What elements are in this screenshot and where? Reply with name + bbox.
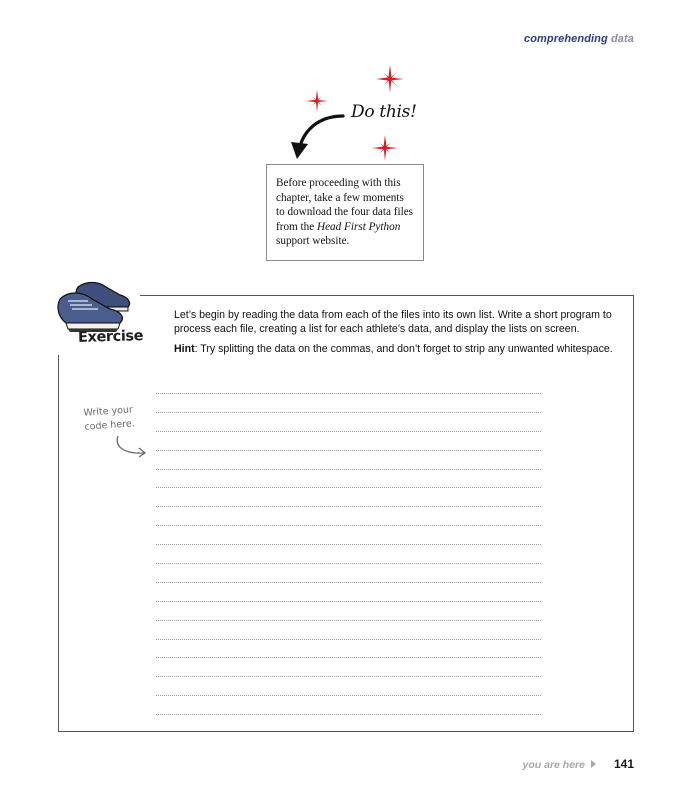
answer-line[interactable] [156,582,541,583]
exercise-label: Exercise [77,328,144,346]
curved-arrow-icon [288,108,348,163]
page-footer [523,755,634,773]
page-number: 141 [613,757,634,771]
answer-line[interactable] [156,525,541,526]
answer-line[interactable] [156,393,541,394]
download-note [266,164,424,261]
answer-line[interactable] [156,431,541,432]
answer-line[interactable] [156,601,541,602]
write-note-line: code here. [84,418,136,433]
answer-line[interactable] [156,639,541,640]
answer-line[interactable] [156,412,541,413]
hint-paragraph [174,343,624,357]
do-this-label: Do this! [351,102,417,122]
answer-area[interactable] [156,393,541,733]
you-are-here: you are here [522,759,585,771]
answer-line[interactable] [156,657,541,658]
instruction-text: Let’s begin by reading the data from each of the files into its own list. Write a short program to process each file, creating a list for each athlete’s data, and display the lists on screen. [174,309,612,335]
running-head [524,33,634,45]
answer-line[interactable] [156,487,541,488]
sparkle-icon [371,134,399,162]
answer-line[interactable] [156,506,541,507]
answer-line[interactable] [156,563,541,564]
answer-line[interactable] [156,695,541,696]
answer-line[interactable] [156,469,541,470]
answer-line[interactable] [156,544,541,545]
answer-line[interactable] [156,676,541,677]
triangle-icon [591,760,596,768]
write-note-line: Write your [83,404,134,419]
write-code-note [83,403,135,434]
running-head-bold: comprehending [524,33,608,45]
answer-line[interactable] [156,714,541,715]
running-head-light: data [610,33,634,45]
hint-label: Hint [174,342,195,355]
note-text: Before proceeding with this chapter, take a few moments to download the four data files from the [276,177,414,233]
answer-line[interactable] [156,620,541,621]
curved-arrow-icon [110,432,152,462]
hint-text: : Try splitting the data on the commas, and don’t forget to strip any unwanted whitespace. [194,342,613,355]
note-book-title: Head First Python [317,220,401,233]
sparkle-icon [375,64,405,94]
answer-line[interactable] [156,450,541,451]
exercise-instructions [174,309,624,362]
note-text-end: support website. [276,235,350,248]
